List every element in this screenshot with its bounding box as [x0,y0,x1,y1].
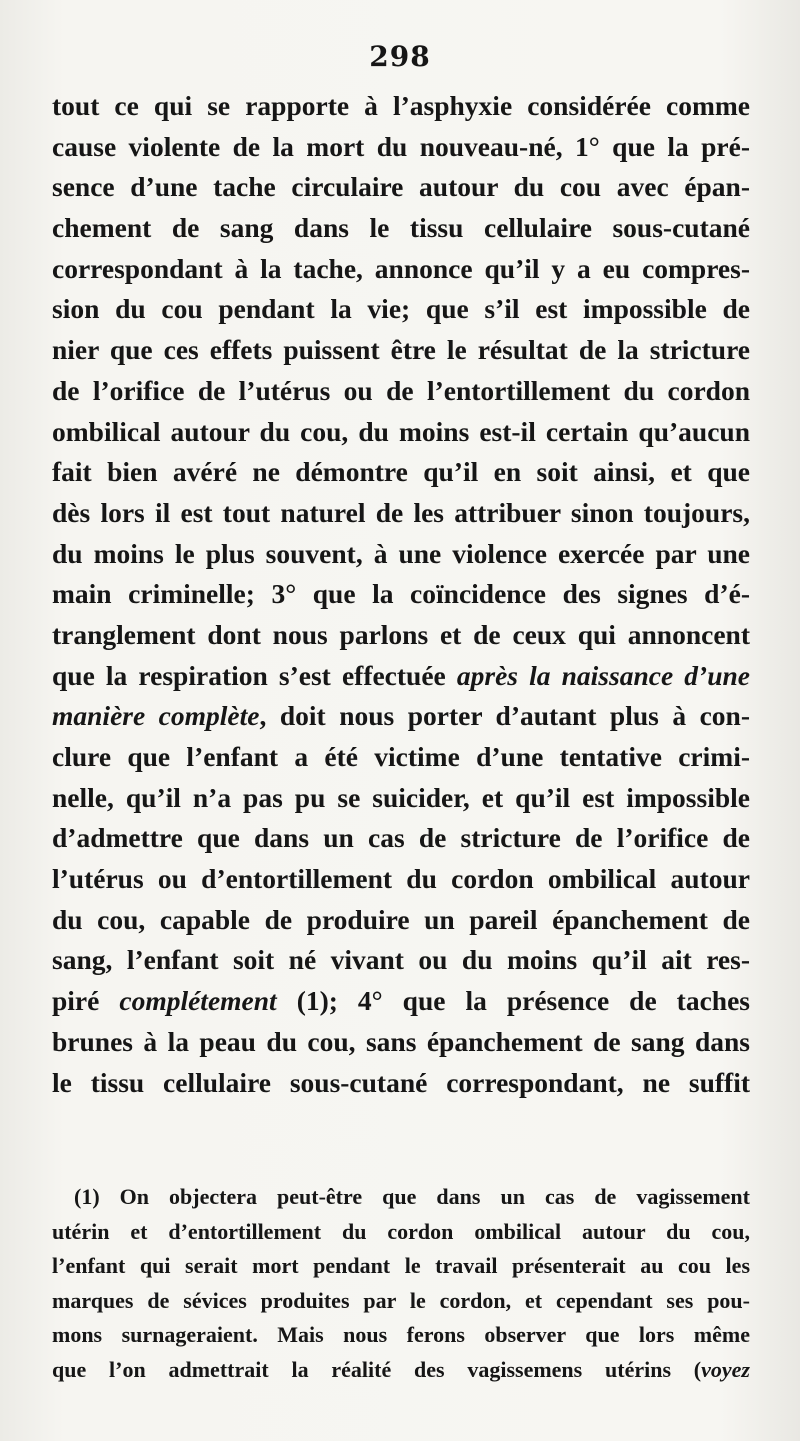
text-line [52,696,750,737]
text-line: chement de sang dans le tissu cellulaire sous-cutané [52,212,750,244]
text-line: le tissu cellulaire sous-cutané correspondant, ne suffit [52,1066,750,1098]
text-line: dès lors il est tout naturel de les attribuer sinon toujours, [52,496,750,528]
italic-text: après la naissance d’une [456,659,750,691]
text-line: du cou, capable de produire un pareil épanchement de [52,903,750,935]
page-number: 298 [369,40,431,73]
text-line: nier que ces effets puissent être le résultat de la stricture [52,334,750,366]
text-line: correspondant à la tache, annonce qu’il y a eu compres- [52,252,750,284]
text-line: de l’orifice de l’utérus ou de l’entortillement du cordon [52,374,750,406]
text-segment: que l’on admettrait la réalité des vagissemens utérins ( [52,1356,702,1382]
footnote-line: utérin et d’entortillement du cordon ombilical autour du cou, [52,1218,750,1244]
text-line: nelle, qu’il n’a pas pu se suicider, et qu’il est impossible [52,781,750,813]
text-line: l’utérus ou d’entortillement du cordon ombilical autour [52,863,750,895]
text-line: brunes à la peau du cou, sans épanchement de sang dans [52,1025,750,1057]
main-text [52,86,750,1103]
footnote-line: marques de sévices produites par le cordon, et cependant ses pou- [52,1287,750,1313]
text-line: cause violente de la mort du nouveau-né, 1° que la pré- [52,130,750,162]
text-line: main criminelle; 3° que la coïncidence des signes d’é- [52,578,750,610]
italic-text: complétement [119,985,277,1017]
text-segment: que la respiration s’est effectuée [52,659,457,691]
text-line: sence d’une tache circulaire autour du cou avec épan- [52,171,750,203]
footnote-line: (1) On objectera peut-être que dans un cas de vagissement [74,1184,750,1209]
text-line [52,981,750,1022]
text-line: sang, l’enfant soit né vivant ou du moins qu’il ait res- [52,944,750,976]
text-line [52,656,750,697]
text-line: tout ce qui se rapporte à l’asphyxie considérée comme [52,90,750,121]
text-line: d’admettre que dans un cas de stricture de l’orifice de [52,822,750,854]
text-segment: , doit nous porter d’autant plus à con- [259,700,750,732]
italic-text: voyez [701,1356,750,1382]
text-segment: (1); 4° que la présence de taches [276,985,750,1017]
footnote-line [52,1353,750,1388]
text-line: ombilical autour du cou, du moins est-il certain qu’aucun [52,415,750,447]
footnote-line: l’enfant qui serait mort pendant le travail présenterait au cou les [52,1253,750,1278]
text-segment: piré [52,985,120,1017]
italic-text: manière complète [52,700,260,732]
text-line: du moins le plus souvent, à une violence exercée par une [52,537,750,569]
text-line: sion du cou pendant la vie; que s’il est impossible de [52,293,750,325]
text-line: clure que l’enfant a été victime d’une tentative crimi- [52,741,750,772]
footnote [52,1180,750,1387]
text-line: tranglement dont nous parlons et de ceux qui annoncent [52,618,750,650]
text-line: fait bien avéré ne démontre qu’il en soit ainsi, et que [52,456,750,488]
footnote-line: mons surnageraient. Mais nous ferons observer que lors même [52,1322,750,1347]
